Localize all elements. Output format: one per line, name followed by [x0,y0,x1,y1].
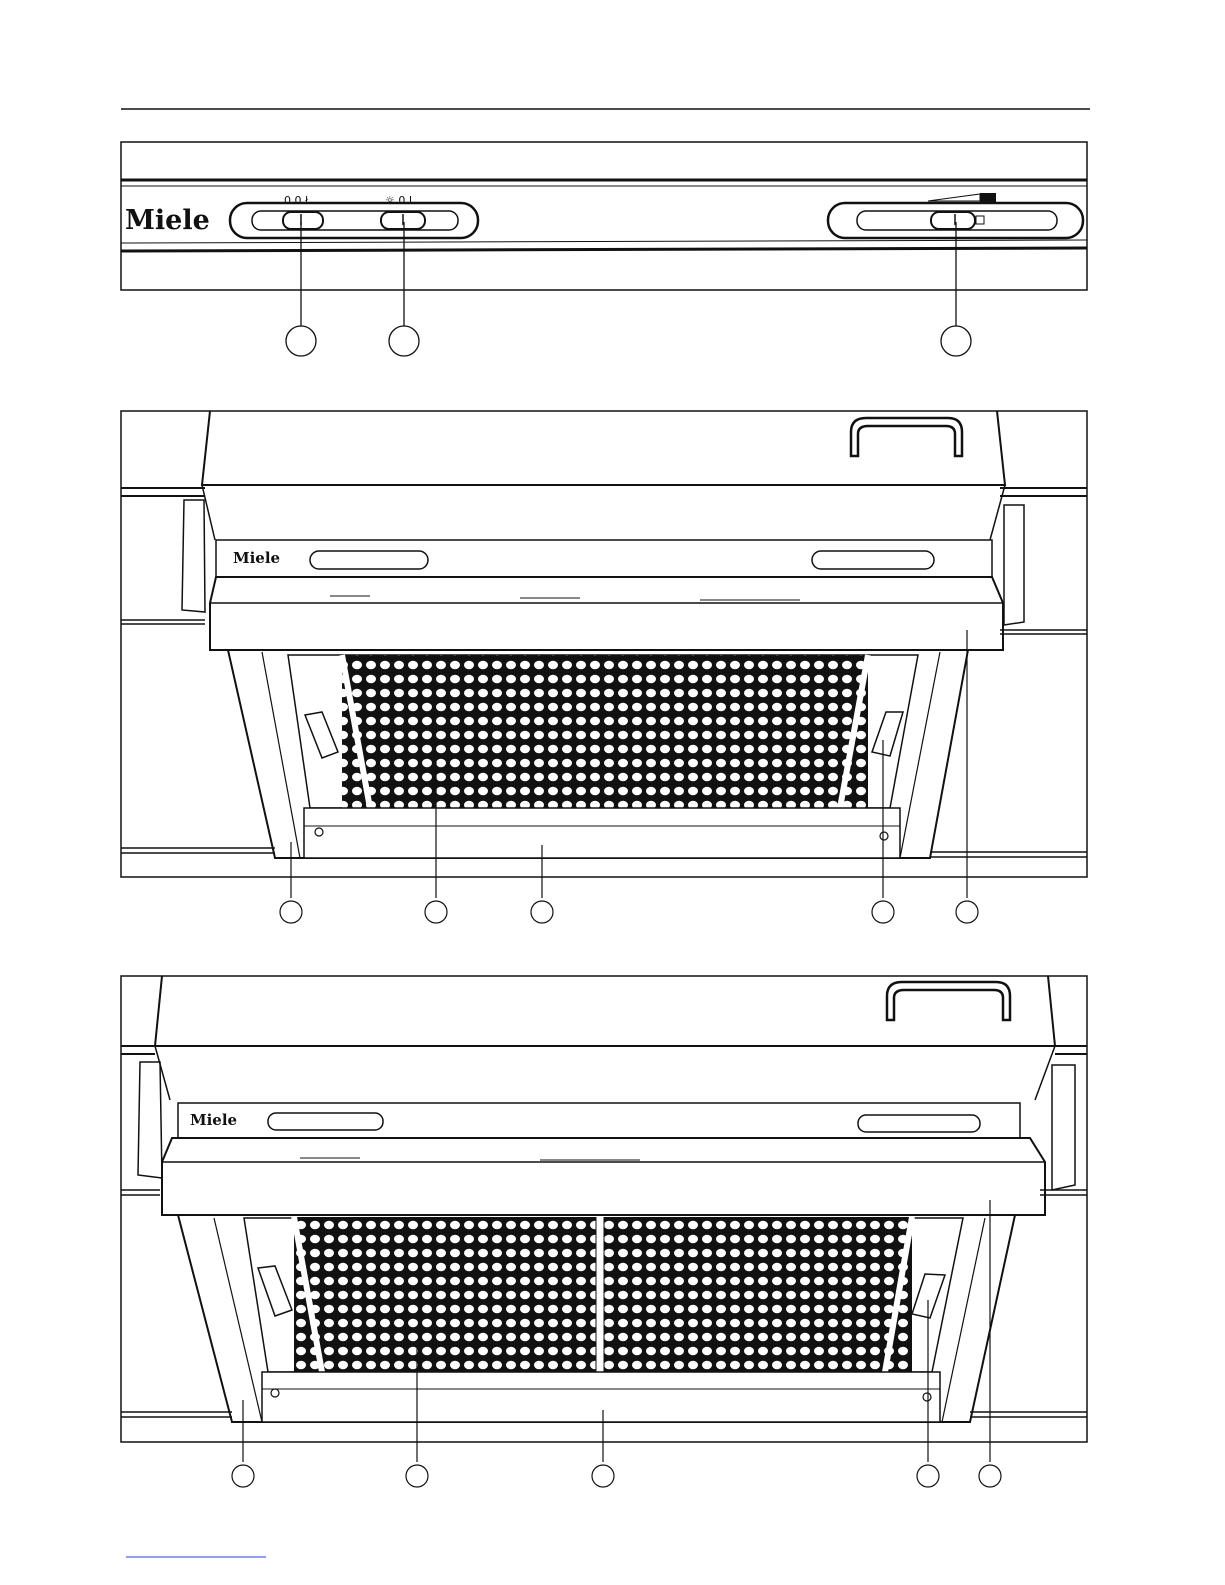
callout-circle [425,901,447,923]
miele-logo: Miele [190,1111,238,1129]
right-switch-housing [858,1115,980,1132]
handle-icon [887,982,1010,1020]
filter-clip-icon [872,712,903,756]
right-switch-housing [812,551,934,569]
intensity-wedge-icon [928,194,980,201]
callout-circle [286,326,316,356]
callout-circle [872,901,894,923]
callout-circle [917,1465,939,1487]
light-switch-symbols: ☼ 0 I [385,194,413,207]
miele-logo: Miele [233,549,281,567]
callout-circle [956,901,978,923]
callout-circle [979,1465,1001,1487]
fan-switch-symbols: 0 0 ł [284,194,309,207]
grease-filter-mesh [604,1217,912,1372]
callout-circle [232,1465,254,1487]
intensity-slider-knob[interactable] [931,212,975,229]
callout-circle [280,901,302,923]
callout-circle [531,901,553,923]
callout-circle [389,326,419,356]
left-switch-housing [230,203,478,238]
grease-filter-mesh [342,655,868,808]
figure-hood-single-filter [121,411,1087,923]
filter-clip-icon [305,712,338,758]
callout-circle [406,1465,428,1487]
figure-hood-double-filter [121,976,1087,1487]
miele-logo: Miele [125,205,210,236]
left-switch-housing [310,551,428,569]
fan-switch-knob[interactable] [283,212,323,229]
callout-circle [592,1465,614,1487]
callout-circle [941,326,971,356]
grease-filter-mesh [294,1217,596,1372]
handle-icon [851,418,962,456]
left-switch-housing [268,1113,383,1130]
figure-control-panel [121,142,1087,356]
filter-clip-icon [258,1266,292,1316]
